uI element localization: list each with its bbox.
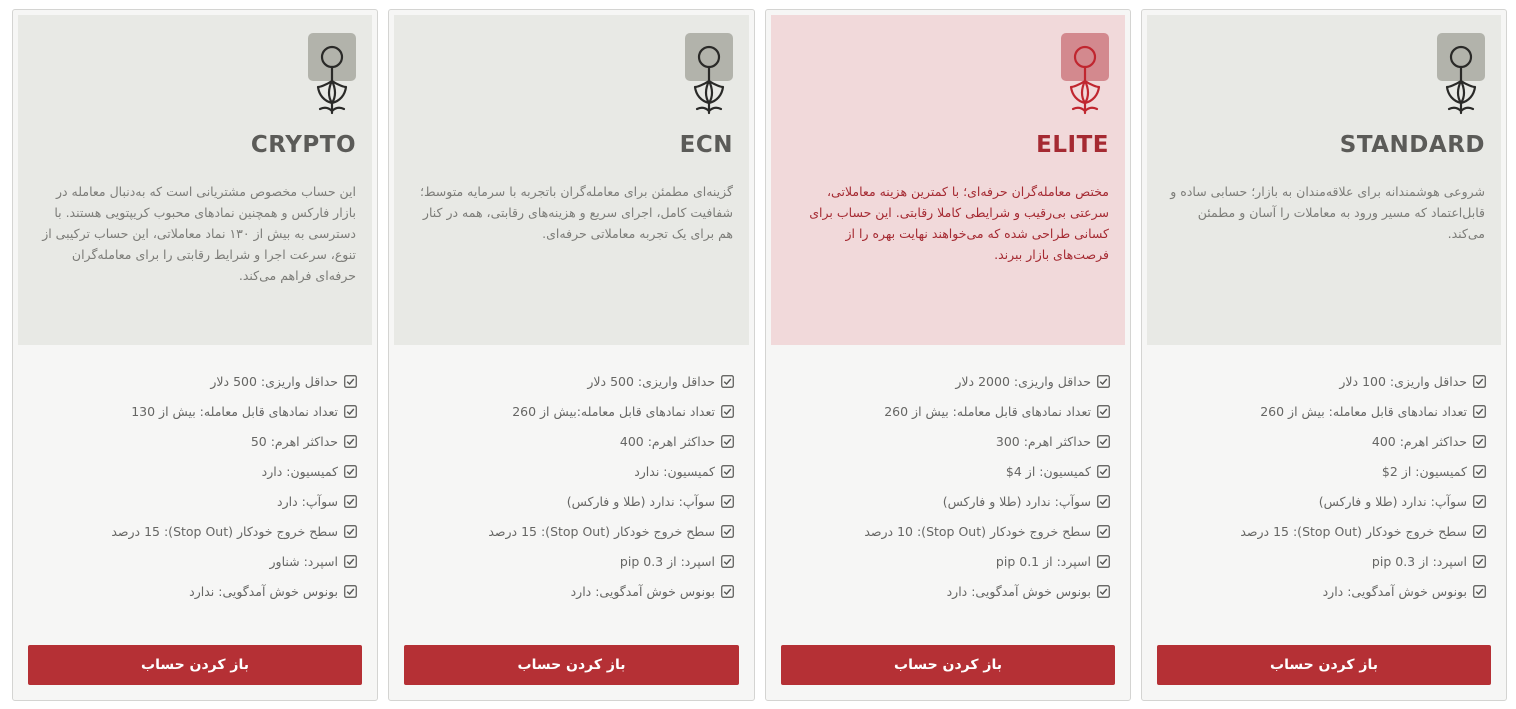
feature-text: بونوس خوش آمدگویی: دارد <box>946 583 1091 599</box>
checkbox-icon <box>721 585 734 598</box>
feature-item <box>786 426 1110 456</box>
checkbox-icon <box>721 435 734 448</box>
feature-item <box>33 576 357 606</box>
checkbox-icon <box>721 555 734 568</box>
checkbox-icon <box>344 585 357 598</box>
open-account-button[interactable]: باز کردن حساب <box>28 645 362 685</box>
plant-icon <box>1437 33 1485 119</box>
feature-item <box>1162 486 1486 516</box>
feature-text: سوآپ: ندارد (طلا و فارکس) <box>942 493 1091 509</box>
checkbox-icon <box>344 405 357 418</box>
plant-icon <box>1061 33 1109 119</box>
feature-item <box>33 546 357 576</box>
plan-title: ECN <box>679 132 733 158</box>
plant-icon <box>308 33 356 119</box>
feature-item <box>33 426 357 456</box>
feature-text: تعداد نمادهای قابل معامله: بیش از 260 <box>884 403 1091 419</box>
plan-description: گزینه‌ای مطمئن برای معامله‌گران باتجربه با سرمایه متوسط؛ شفافیت کامل، اجرای سریع و هزینه‌های رقابتی، همه در کنار هم برای یک تجربه معاملاتی حرفه‌ای. <box>419 184 733 241</box>
checkbox-icon <box>1097 435 1110 448</box>
checkbox-icon <box>1473 495 1486 508</box>
feature-item <box>786 486 1110 516</box>
feature-list <box>409 366 734 606</box>
feature-text: تعداد نمادهای قابل معامله: بیش از 260 <box>1260 403 1467 419</box>
feature-item <box>409 546 734 576</box>
feature-text: بونوس خوش آمدگویی: ندارد <box>189 583 338 599</box>
feature-item <box>786 396 1110 426</box>
checkbox-icon <box>1473 465 1486 478</box>
feature-item <box>1162 396 1486 426</box>
feature-text: تعداد نمادهای قابل معامله: بیش از 130 <box>131 403 338 419</box>
feature-text: اسپرد: از 0.3 pip <box>1371 553 1467 569</box>
feature-item <box>1162 426 1486 456</box>
feature-text: حداقل واریزی: 2000 دلار <box>955 373 1091 389</box>
feature-item <box>786 546 1110 576</box>
feature-item <box>409 516 734 546</box>
plan-header <box>394 15 749 345</box>
checkbox-icon <box>721 465 734 478</box>
feature-text: حداکثر اهرم: 400 <box>619 433 715 449</box>
feature-text: سطح خروج خودکار (Stop Out): 15 درصد <box>1240 523 1467 539</box>
feature-item <box>33 366 357 396</box>
feature-item <box>786 516 1110 546</box>
feature-text: حداقل واریزی: 500 دلار <box>210 373 338 389</box>
feature-item <box>786 366 1110 396</box>
feature-text: اسپرد: شناور <box>269 553 338 569</box>
checkbox-icon <box>1097 495 1110 508</box>
feature-text: سوآپ: ندارد (طلا و فارکس) <box>566 493 715 509</box>
checkbox-icon <box>1473 435 1486 448</box>
checkbox-icon <box>1473 585 1486 598</box>
feature-item <box>409 426 734 456</box>
open-account-button[interactable]: باز کردن حساب <box>404 645 739 685</box>
feature-text: کمیسیون: از 4$ <box>1005 463 1091 479</box>
feature-item <box>409 366 734 396</box>
plan-card-elite <box>765 9 1131 701</box>
feature-text: کمیسیون: دارد <box>261 463 338 479</box>
feature-text: سوآپ: دارد <box>277 493 338 509</box>
plan-title: ELITE <box>1036 132 1109 158</box>
feature-list <box>1162 366 1486 606</box>
feature-text: اسپرد: از 0.1 pip <box>995 553 1091 569</box>
plant-icon <box>685 33 733 119</box>
checkbox-icon <box>344 555 357 568</box>
feature-text: حداکثر اهرم: 400 <box>1371 433 1467 449</box>
plan-description: شروعی هوشمندانه برای علاقه‌مندان به بازار؛ حسابی ساده و قابل‌اعتماد که مسیر ورود به معاملات را آسان و مطمئن می‌کند. <box>1170 184 1485 241</box>
checkbox-icon <box>1097 525 1110 538</box>
feature-text: حداقل واریزی: 500 دلار <box>587 373 715 389</box>
checkbox-icon <box>1473 405 1486 418</box>
plan-card-standard <box>1141 9 1507 701</box>
open-account-button[interactable]: باز کردن حساب <box>1157 645 1491 685</box>
checkbox-icon <box>1097 375 1110 388</box>
feature-text: کمیسیون: ندارد <box>634 463 715 479</box>
feature-text: تعداد نمادهای قابل معامله:بیش از 260 <box>512 403 715 419</box>
feature-item <box>1162 516 1486 546</box>
feature-item <box>33 516 357 546</box>
checkbox-icon <box>1473 375 1486 388</box>
feature-item <box>409 456 734 486</box>
feature-text: اسپرد: از 0.3 pip <box>619 553 715 569</box>
checkbox-icon <box>344 495 357 508</box>
feature-text: بونوس خوش آمدگویی: دارد <box>570 583 715 599</box>
checkbox-icon <box>1097 405 1110 418</box>
feature-text: بونوس خوش آمدگویی: دارد <box>1322 583 1467 599</box>
checkbox-icon <box>1473 555 1486 568</box>
plan-card-ecn <box>388 9 755 701</box>
feature-list <box>786 366 1110 606</box>
feature-text: سطح خروج خودکار (Stop Out): 10 درصد <box>864 523 1091 539</box>
open-account-button[interactable]: باز کردن حساب <box>781 645 1115 685</box>
checkbox-icon <box>1473 525 1486 538</box>
feature-text: حداکثر اهرم: 50 <box>250 433 338 449</box>
feature-item <box>1162 546 1486 576</box>
feature-item <box>33 396 357 426</box>
feature-text: کمیسیون: از 2$ <box>1381 463 1467 479</box>
feature-item <box>1162 456 1486 486</box>
checkbox-icon <box>721 525 734 538</box>
feature-text: سطح خروج خودکار (Stop Out): 15 درصد <box>488 523 715 539</box>
checkbox-icon <box>721 375 734 388</box>
feature-item <box>786 456 1110 486</box>
feature-text: سوآپ: ندارد (طلا و فارکس) <box>1318 493 1467 509</box>
plan-header <box>18 15 372 345</box>
feature-item <box>33 456 357 486</box>
plan-card-crypto <box>12 9 378 701</box>
feature-text: حداقل واریزی: 100 دلار <box>1339 373 1467 389</box>
plan-title: STANDARD <box>1339 132 1485 158</box>
feature-text: حداکثر اهرم: 300 <box>995 433 1091 449</box>
checkbox-icon <box>1097 585 1110 598</box>
checkbox-icon <box>344 435 357 448</box>
feature-item <box>1162 366 1486 396</box>
feature-item <box>1162 576 1486 606</box>
checkbox-icon <box>344 525 357 538</box>
plan-title: CRYPTO <box>250 132 356 158</box>
plan-header <box>1147 15 1501 345</box>
plan-description: این حساب مخصوص مشتریانی است که به‌دنبال معامله در بازار فارکس و همچنین نمادهای محبوب کریپتویی هستند. با دسترسی به بیش از ۱۳۰ نماد معاملاتی، این حساب ترکیبی از تنوع، سرعت اجرا و شرایط رقابتی را برای معامله‌گران حرفه‌ای فراهم می‌کند. <box>42 184 356 283</box>
feature-item <box>409 576 734 606</box>
checkbox-icon <box>344 375 357 388</box>
checkbox-icon <box>721 405 734 418</box>
feature-list <box>33 366 357 606</box>
checkbox-icon <box>1097 555 1110 568</box>
feature-text: سطح خروج خودکار (Stop Out): 15 درصد <box>111 523 338 539</box>
plan-description: مختص معامله‌گران حرفه‌ای؛ با کمترین هزینه معاملاتی، سرعتی بی‌رقیب و شرایطی کاملا رقابتی. این حساب برای کسانی طراحی شده که می‌خواهند نهایت بهره را از فرصت‌های بازار ببرند. <box>809 184 1109 262</box>
checkbox-icon <box>344 465 357 478</box>
feature-item <box>409 396 734 426</box>
checkbox-icon <box>721 495 734 508</box>
feature-item <box>409 486 734 516</box>
feature-item <box>33 486 357 516</box>
checkbox-icon <box>1097 465 1110 478</box>
plan-header <box>771 15 1125 345</box>
feature-item <box>786 576 1110 606</box>
